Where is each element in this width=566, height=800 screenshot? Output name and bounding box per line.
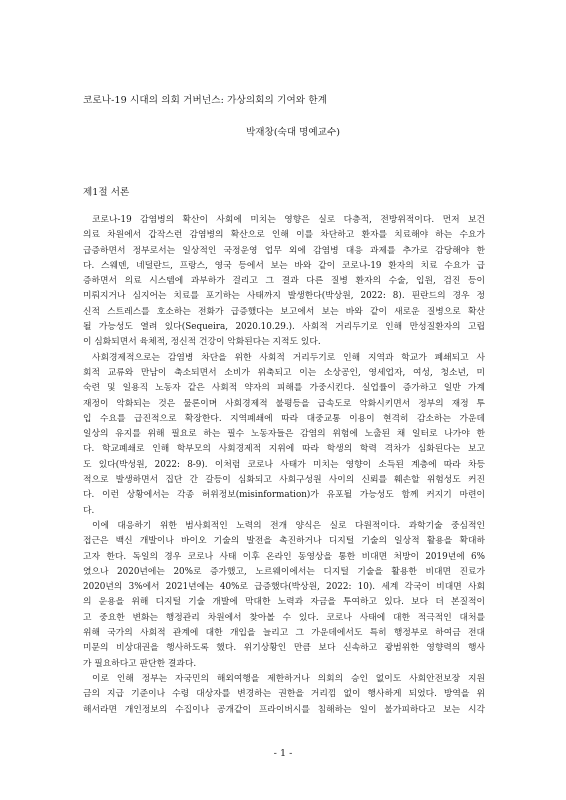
- paragraph-line: 위해 국가의 사회적 관계에 대한 개입을 늘리고 그 가운데에서도 특히 행정부로 하여금 전대: [83, 628, 485, 639]
- paragraph-line: 도 있다(박성원, 2022: 8-9). 이처럼 코로나 사태가 미치는 영향이 소득된 계층에 따라 차등: [83, 459, 485, 470]
- paragraph-line: 신적 스트레스를 호소하는 전화가 급증했다는 보고에서 보는 바와 같이 새로운 질병으로 확산: [83, 306, 485, 317]
- paragraph: [83, 213, 485, 351]
- paragraph-line: 일상의 유지를 위해 필요로 하는 필수 노동자들은 감염의 위험에 노출된 채 일터로 나가야 한: [83, 429, 485, 440]
- paragraph: [83, 519, 485, 672]
- paragraph-line: 금의 지급 기준이나 수령 대상자를 변경하는 권한을 거리낌 없이 행사하게 되었다. 방역을 위: [83, 689, 485, 700]
- document-title: 코로나-19 시대의 의회 거버넌스: 가상의회의 기여와 한계: [83, 95, 328, 106]
- paragraph-line: 입 수요를 급진적으로 확장한다. 지역폐쇄에 따라 대중교통 이용이 현격히 감소하는 가운데: [83, 413, 485, 424]
- paragraph-line: 급증하면서 정부로서는 일상적인 국정운영 업무 외에 감염병 대응 과제를 추가로 감당해야 한: [83, 245, 485, 256]
- paragraph-line: 미뤄지거나 심지어는 치료를 포기하는 사태까지 발생한다(박상원, 2022: 8). 핀란드의 경우 정: [83, 291, 485, 302]
- paragraph-line: 2020년의 3%에서 2021년에는 40%로 급증했다(박상원, 2022: 10). 세계 각국이 비대면 사회: [83, 582, 485, 593]
- paragraph-line: 사회경제적으로는 감염병 차단을 위한 사회적 거리두기로 인해 지역과 학교가 폐쇄되고 사: [92, 352, 485, 363]
- paragraph-line: 될 가능성도 열려 있다(Sequeira, 2020.10.29.). 사회적 거리두기로 인해 만성질환자의 고립: [83, 322, 485, 333]
- paragraph-line: 고자 한다. 독일의 경우 코로나 사태 이후 온라인 동영상을 통한 비대면 처방이 2019년에 6%: [83, 551, 485, 562]
- paragraph-line: 해서라면 개인정보의 수집이나 공개같이 프라이버시를 침해하는 일이 불가피하다고 보는 시각: [83, 704, 485, 715]
- body-text: [83, 213, 485, 718]
- paragraph-line: 숙련 및 일용직 노동자 같은 사회적 약자의 피해를 가중시킨다. 실업률이 증가하고 일반 가계: [83, 383, 485, 394]
- paragraph-line: 의료 차원에서 갑작스런 감염병의 확산으로 인해 이를 차단하고 환자를 치료해야 하는 수요가: [83, 230, 485, 241]
- paragraph-line: 미문의 비상대권을 행사하도록 했다. 위기상황인 만큼 보다 신속하고 광범위한 영향력의 행사: [83, 643, 485, 654]
- paragraph-line: 이로 인해 정부는 자국민의 해외여행을 제한하거나 의회의 승인 없이도 사회안전보장 지원: [92, 673, 485, 684]
- paragraph-line: 코로나-19 감염병의 확산이 사회에 미치는 영향은 실로 다층적, 전방위적이다. 먼저 보건: [92, 215, 485, 225]
- paragraph-line: 다. 학교폐쇄로 인해 학부모의 사회경제적 지위에 따라 학생의 학력 격차가 심화된다는 보고: [83, 444, 485, 455]
- document-author: 박재창(숙대 명예교수): [246, 127, 340, 138]
- paragraph-line: 적으로 발생하면서 집단 간 갈등이 심화되고 사회구성원 사이의 신뢰를 훼손할 위험성도 커진: [83, 475, 485, 486]
- paragraph-line: 증하면서 의료 시스템에 과부하가 걸리고 그 결과 다른 질병 환자의 수술, 입원, 검진 등이: [83, 276, 485, 287]
- paragraph-line: 고 중요한 변화는 행정관리 차원에서 찾아볼 수 있다. 코로나 사태에 대한 적극적인 대처를: [83, 612, 485, 623]
- paragraph-line: 다. 스웨덴, 네덜란드, 프랑스, 영국 등에서 보는 바와 같이 코로나-19 환자의 치료 수요가 급: [83, 260, 485, 271]
- paragraph: [83, 351, 485, 519]
- paragraph-line: 이 심화되면서 육체적, 정신적 건강이 악화된다는 지적도 있다.: [83, 337, 321, 348]
- paragraph-line: 재정이 악화되는 것은 물론이며 사회경제적 불평등을 급속도로 악화시키면서 정부의 재정 투: [83, 398, 485, 409]
- paragraph-line: 이에 대응하기 위한 범사회적인 노력의 전개 양식은 실로 다원적이다. 과학기술 중심적인: [92, 520, 485, 531]
- paragraph-line: 다. 이런 상황에서는 각종 허위정보(misinformation)가 유포될 가능성도 함께 커지기 마련이: [83, 490, 485, 501]
- paragraph-line: 접근은 백신 개발이나 바이오 기술의 발전을 촉진하거나 디지털 기술의 일상적 활용을 확대하: [83, 536, 485, 547]
- page-number: - 1 -: [273, 748, 293, 759]
- section-heading: 제1절 서론: [83, 187, 130, 198]
- paragraph-line: 회적 교류와 만남이 축소되면서 소비가 위축되고 이는 소상공인, 영세업자, 여성, 청소년, 미: [83, 367, 485, 378]
- paragraph-line: 다.: [83, 505, 95, 516]
- paragraph-line: 의 운용을 위해 디지털 기술 개발에 막대한 노력과 자금을 투여하고 있다. 보다 더 본질적이: [83, 597, 485, 608]
- paragraph: [83, 672, 485, 718]
- paragraph-line: 가 필요하다고 판단한 결과다.: [83, 658, 197, 669]
- paragraph-line: 였으나 2020년에는 20%로 증가했고, 노르웨이에서는 디지털 기술을 활용한 비대면 진료가: [83, 566, 485, 577]
